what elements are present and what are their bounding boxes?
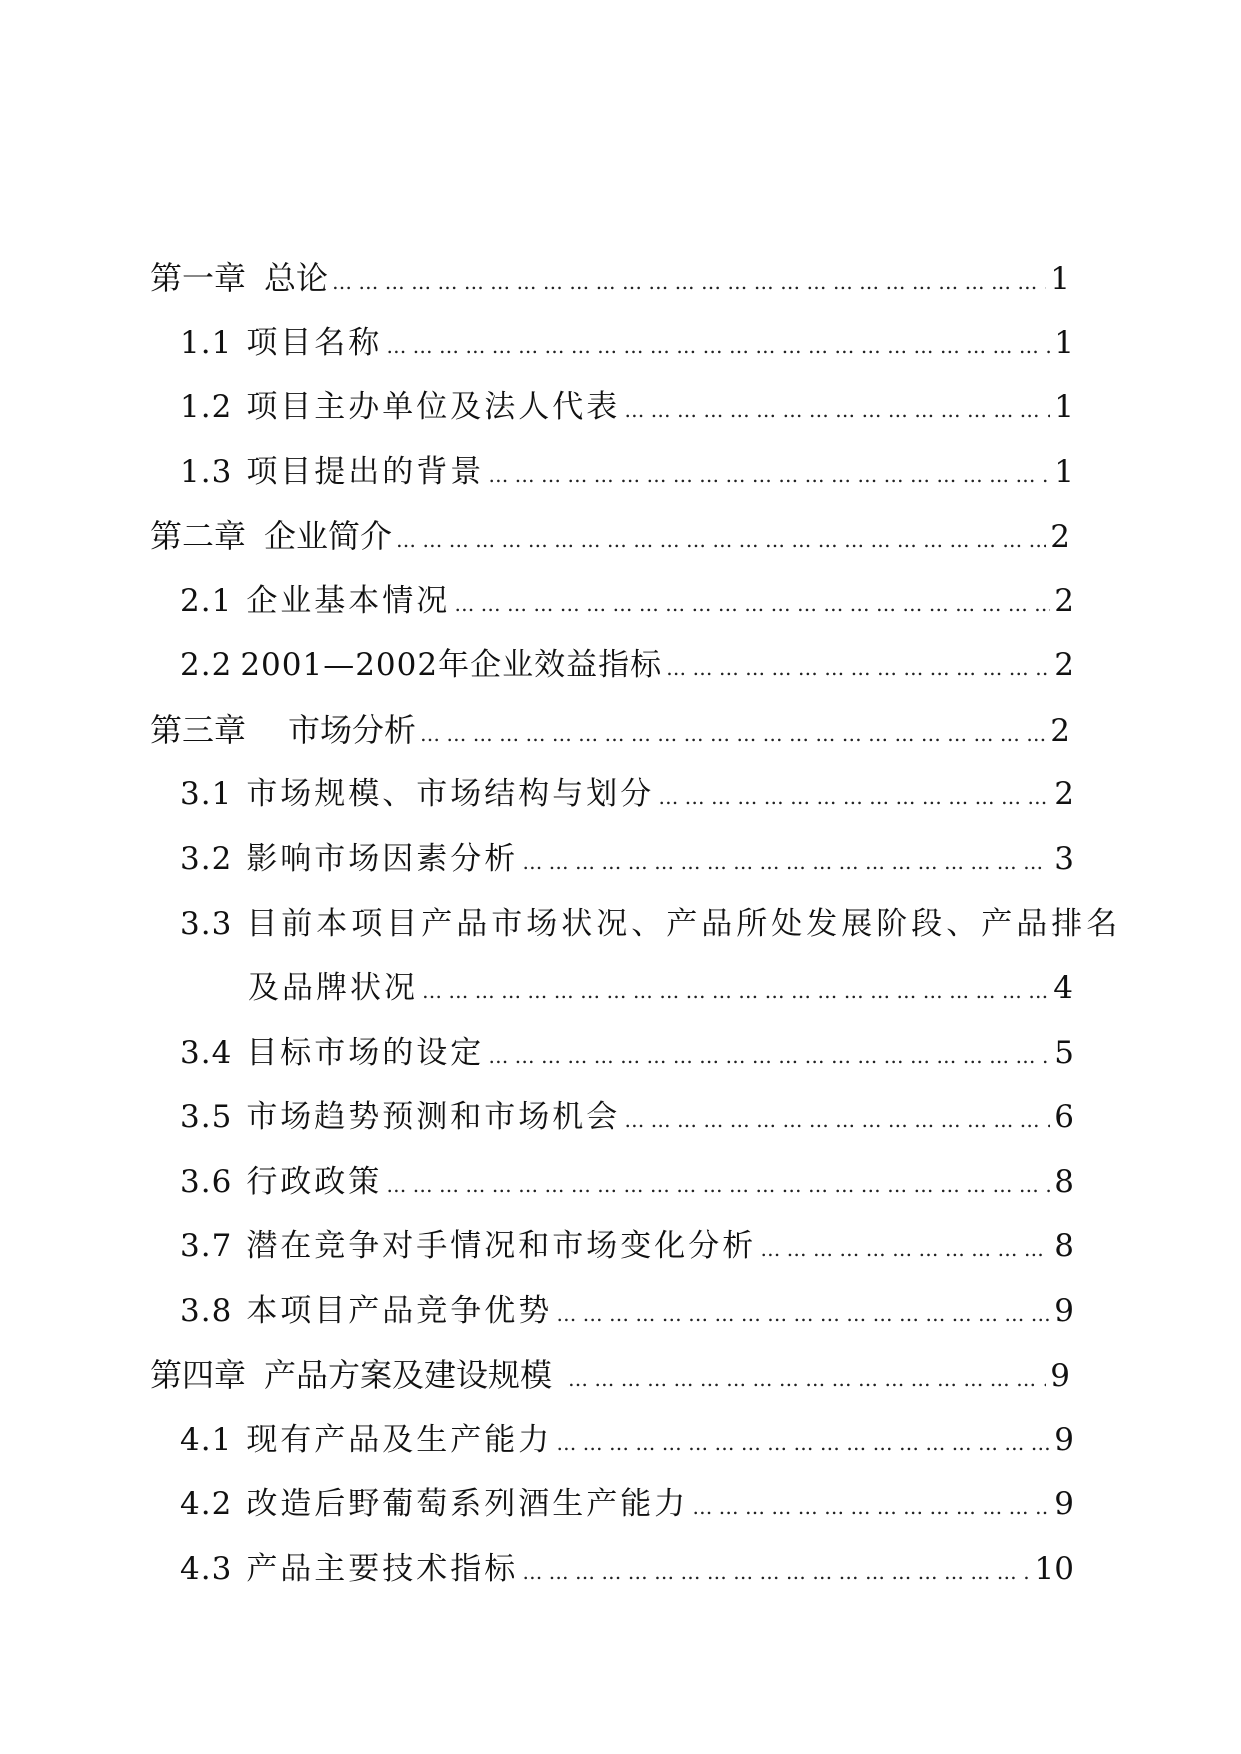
toc-page-number: 1 bbox=[1054, 454, 1074, 490]
dot-leader bbox=[522, 1550, 1030, 1594]
toc-entry-chapter-3[interactable] bbox=[150, 708, 1070, 752]
dot-leader bbox=[386, 1163, 1050, 1207]
dot-leader bbox=[332, 260, 1046, 304]
toc-entry-3-5[interactable] bbox=[180, 1095, 1074, 1139]
toc-entry-3-3[interactable] bbox=[180, 902, 1122, 946]
toc-entry-1-3[interactable] bbox=[180, 450, 1074, 494]
toc-page-number: 1 bbox=[1050, 261, 1070, 297]
toc-entry-title: 1.1 项目名称 bbox=[180, 325, 383, 361]
dot-leader bbox=[556, 1421, 1050, 1465]
toc-entry-chapter-1[interactable] bbox=[150, 256, 1070, 300]
toc-entry-4-3[interactable] bbox=[180, 1547, 1074, 1591]
toc-entry-4-2[interactable] bbox=[180, 1482, 1074, 1526]
toc-entry-title: 3.1 市场规模、市场结构与划分 bbox=[180, 776, 655, 812]
toc-entry-3-7[interactable] bbox=[180, 1224, 1074, 1268]
dot-leader bbox=[420, 712, 1046, 756]
toc-entry-1-2[interactable] bbox=[180, 385, 1074, 429]
toc-page-number: 2 bbox=[1054, 776, 1074, 812]
toc-entry-title: 3.7 潜在竞争对手情况和市场变化分析 bbox=[180, 1228, 757, 1264]
toc-entry-title: 3.2 影响市场因素分析 bbox=[180, 841, 519, 877]
dot-leader bbox=[658, 775, 1050, 819]
toc-entry-3-1[interactable] bbox=[180, 772, 1074, 816]
toc-page-number: 4 bbox=[1053, 970, 1073, 1006]
toc-entry-title-continued: 及品牌状况 bbox=[248, 970, 418, 1006]
dot-leader bbox=[568, 1357, 1046, 1401]
toc-entry-title: 第二章 企业简介 bbox=[150, 517, 393, 555]
dot-leader bbox=[488, 1034, 1050, 1078]
toc-page-number: 6 bbox=[1054, 1099, 1074, 1135]
dot-leader bbox=[692, 1485, 1050, 1529]
toc-page-number: 5 bbox=[1054, 1035, 1074, 1071]
toc-entry-title: 4.1 现有产品及生产能力 bbox=[180, 1422, 553, 1458]
dot-leader bbox=[624, 1098, 1050, 1142]
dot-leader bbox=[396, 518, 1046, 562]
toc-entry-chapter-4[interactable] bbox=[150, 1353, 1070, 1397]
dot-leader bbox=[386, 324, 1050, 368]
dot-leader bbox=[454, 582, 1050, 626]
dot-leader bbox=[624, 388, 1050, 432]
toc-page-number: 2 bbox=[1050, 713, 1070, 749]
dot-leader bbox=[488, 453, 1050, 497]
toc-entry-3-2[interactable] bbox=[180, 837, 1074, 881]
dot-leader bbox=[522, 840, 1050, 884]
toc-page-number: 8 bbox=[1054, 1228, 1074, 1264]
toc-entry-title: 3.4 目标市场的设定 bbox=[180, 1035, 485, 1071]
toc-page-number: 8 bbox=[1054, 1164, 1074, 1200]
toc-entry-title: 1.3 项目提出的背景 bbox=[180, 454, 485, 490]
toc-entry-2-1[interactable] bbox=[180, 579, 1074, 623]
toc-page-number: 2 bbox=[1054, 583, 1074, 619]
toc-page-number: 2 bbox=[1054, 647, 1074, 683]
toc-page-number: 9 bbox=[1050, 1358, 1070, 1394]
dot-leader bbox=[666, 646, 1050, 690]
dot-leader bbox=[556, 1292, 1050, 1336]
toc-entry-title: 第一章 总论 bbox=[150, 259, 329, 297]
toc-entry-2-2[interactable] bbox=[180, 643, 1074, 687]
toc-entry-title: 第三章 市场分析 bbox=[150, 711, 417, 749]
toc-entry-3-3-continued[interactable] bbox=[248, 966, 1073, 1010]
toc-entry-3-8[interactable] bbox=[180, 1289, 1074, 1333]
toc-entry-3-4[interactable] bbox=[180, 1031, 1074, 1075]
toc-entry-title: 3.3 目前本项目产品市场状况、产品所处发展阶段、产品排名 bbox=[180, 906, 1122, 942]
toc-entry-4-1[interactable] bbox=[180, 1418, 1074, 1462]
toc-page-number: 3 bbox=[1054, 841, 1074, 877]
toc-entry-title: 2.2 2001—2002年企业效益指标 bbox=[180, 647, 663, 683]
toc-page-number: 10 bbox=[1034, 1551, 1074, 1587]
toc-page-number: 2 bbox=[1050, 519, 1070, 555]
toc-entry-1-1[interactable] bbox=[180, 321, 1074, 365]
dot-leader bbox=[422, 969, 1049, 1013]
toc-entry-title: 4.3 产品主要技术指标 bbox=[180, 1551, 519, 1587]
toc-page-number: 1 bbox=[1054, 325, 1074, 361]
toc-entry-title: 1.2 项目主办单位及法人代表 bbox=[180, 389, 621, 425]
toc-entry-title: 第四章 产品方案及建设规模 bbox=[150, 1356, 553, 1394]
toc-entry-title: 2.1 企业基本情况 bbox=[180, 583, 451, 619]
toc-entry-title: 3.8 本项目产品竞争优势 bbox=[180, 1293, 553, 1329]
toc-page-number: 9 bbox=[1054, 1486, 1074, 1522]
toc-entry-chapter-2[interactable] bbox=[150, 514, 1070, 558]
toc-entry-3-6[interactable] bbox=[180, 1160, 1074, 1204]
toc-entry-title: 4.2 改造后野葡萄系列酒生产能力 bbox=[180, 1486, 689, 1522]
toc-entry-title: 3.5 市场趋势预测和市场机会 bbox=[180, 1099, 621, 1135]
toc-page-number: 9 bbox=[1054, 1422, 1074, 1458]
toc-page-number: 9 bbox=[1054, 1293, 1074, 1329]
toc-page-number: 1 bbox=[1054, 389, 1074, 425]
toc-entry-title: 3.6 行政政策 bbox=[180, 1164, 383, 1200]
dot-leader bbox=[760, 1227, 1050, 1271]
